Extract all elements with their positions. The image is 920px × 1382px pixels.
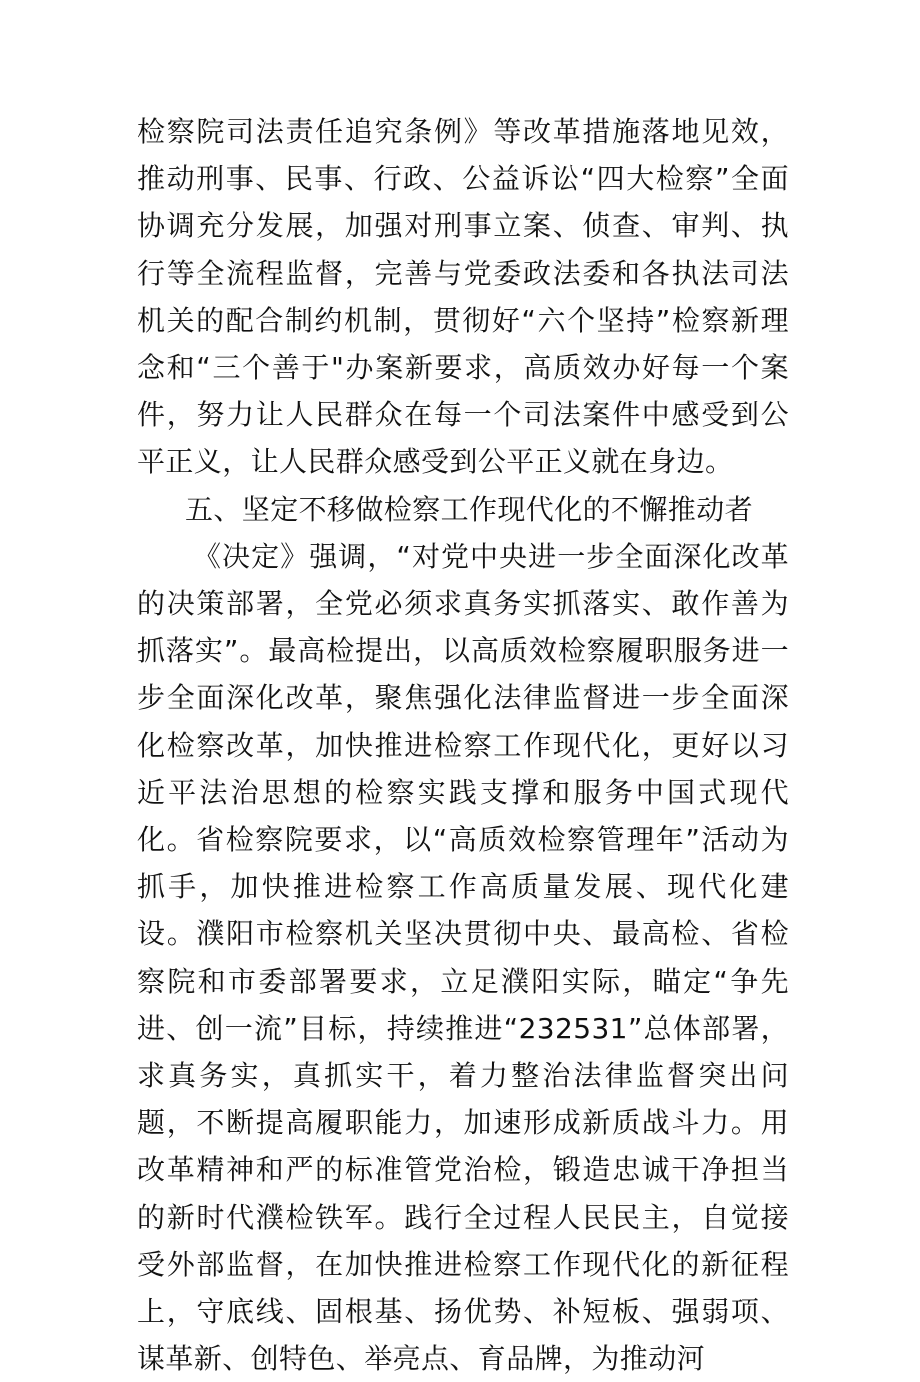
body-paragraph: 《决定》强调，“对党中央进一步全面深化改革的决策部署，全党必须求真务实抓落实、敢作善为抓落实”。最高检提出，以高质效检察履职服务进一步全面深化改革，聚焦强化法律监督进一步全面深化检察改革，加快推进检察工作现代化，更好以习近平法治思想的检察实践支撑和服务中国式现代化。省检察院要求，以“高质效检察管理年”活动为抓手，加快推进检察工作高质量发展、现代化建设。濮阳市检察机关坚决贯彻中央、最高检、省检察院和市委部署要求，立足濮阳实际，瞄定“争先进、创一流”目标，持续推进“232531”总体部署，求真务实，真抓实干，着力整治法律监督突出问题，不断提高履职能力，加速形成新质战斗力。用改革精神和严的标准管党治检，锻造忠诚干净担当的新时代濮检铁军。践行全过程人民民主，自觉接受外部监督，在加快推进检察工作现代化的新征程上，守底线、固根基、扬优势、补短板、强弱项、谋革新、创特色、举亮点、育品牌，为推动河	[137, 539, 789, 1376]
section-heading: 五、坚定不移做检察工作现代化的不懈推动者	[185, 492, 754, 526]
body-paragraph-continued: 检察院司法责任追究条例》等改革措施落地见效，推动刑事、民事、行政、公益诉讼“四大检察”全面协调充分发展，加强对刑事立案、侦查、审判、执行等全流程监督，完善与党委政法委和各执法司法机关的配合制约机制，贯彻好“六个坚持”检察新理念和“三个善于"办案新要求，高质效办好每一个案件，努力让人民群众在每一个司法案件中感受到公平正义，让人民群众感受到公平正义就在身边。	[137, 115, 789, 479]
document-body	[137, 108, 789, 1382]
